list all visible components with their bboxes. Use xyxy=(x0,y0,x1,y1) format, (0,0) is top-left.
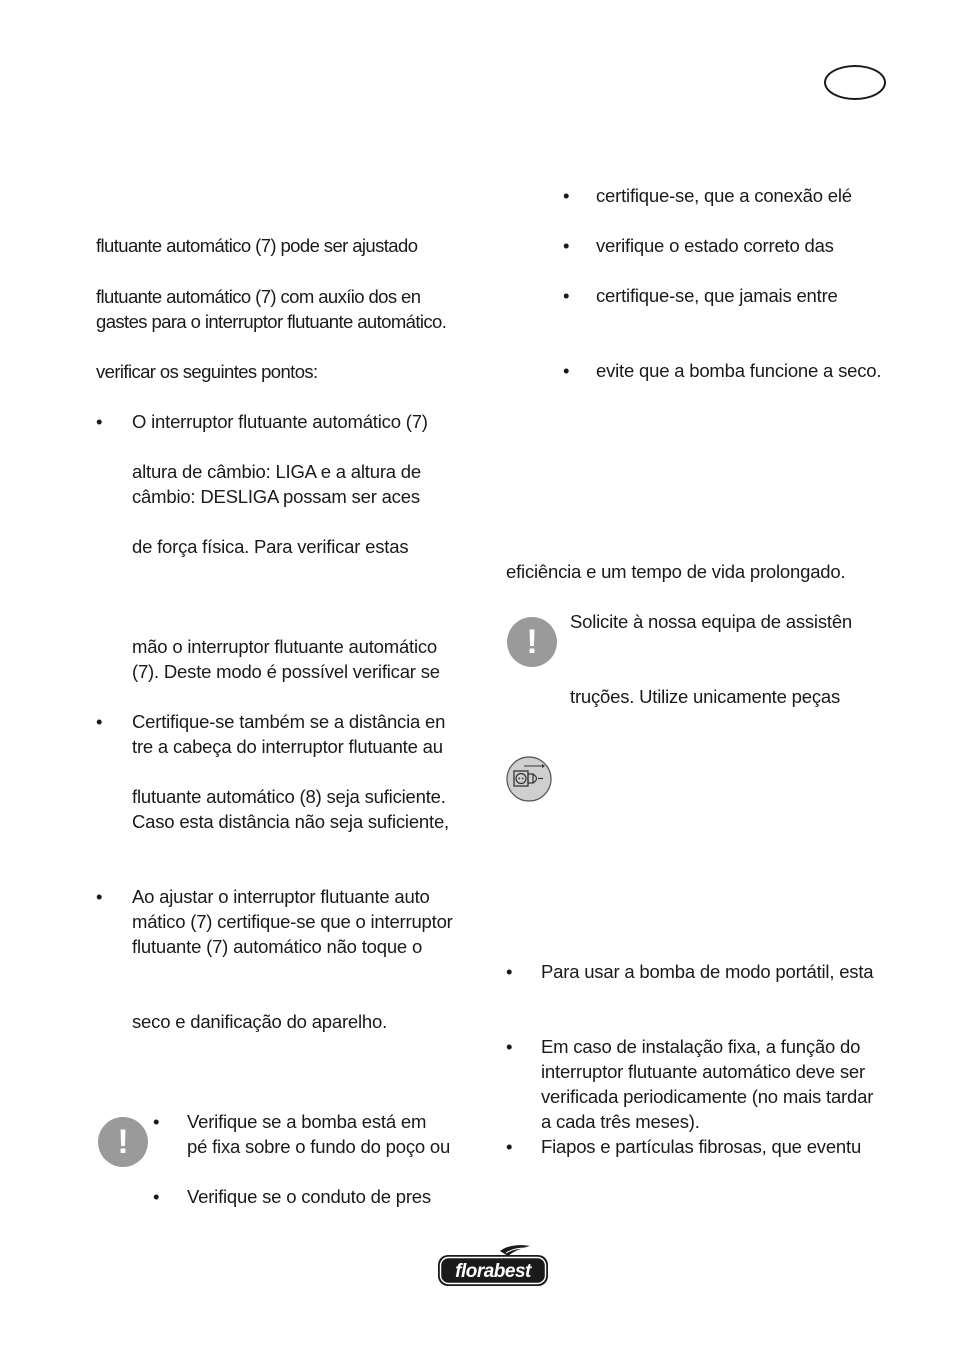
text-line: flutuante automático (7) pode ser ajustado xyxy=(96,235,418,256)
bullet-marker: • xyxy=(563,285,570,306)
bullet-text: pé fixa sobre o fundo do poço ou xyxy=(187,1136,451,1157)
bullet-text: Caso esta distância não seja suficiente, xyxy=(132,811,449,832)
bullet-text: Em caso de instalação fixa, a função do xyxy=(541,1036,861,1057)
bullet-marker: • xyxy=(563,185,570,206)
bullet-text: certifique-se, que a conexão elé xyxy=(596,185,852,206)
bullet-marker: • xyxy=(563,360,570,381)
bullet-marker: • xyxy=(96,711,103,732)
bullet-marker: • xyxy=(153,1186,160,1207)
bullet-text: a cada três meses). xyxy=(541,1111,700,1132)
text-line: gastes para o interruptor flutuante automático. xyxy=(96,311,447,332)
bullet-text: de força física. Para verificar estas xyxy=(132,536,409,557)
pump-socket-icon xyxy=(506,756,552,802)
bullet-text: Ao ajustar o interruptor flutuante auto xyxy=(132,886,430,907)
exclamation-circle-icon xyxy=(506,616,558,668)
warning-mark: ! xyxy=(526,623,538,661)
bullet-text: Verifique se o conduto de pres xyxy=(187,1186,431,1207)
bullet-text: seco e danificação do aparelho. xyxy=(132,1011,388,1032)
bullet-text: flutuante (7) automático não toque o xyxy=(132,936,423,957)
bullet-marker: • xyxy=(506,1136,513,1157)
warning-text: Solicite à nossa equipa de assistên xyxy=(570,611,852,632)
bullet-marker: • xyxy=(506,1036,513,1057)
bullet-text: Certifique-se também se a distância en xyxy=(132,711,446,732)
logo-text: florabest xyxy=(455,1261,531,1282)
bullet-marker: • xyxy=(506,961,513,982)
bullet-text: interruptor flutuante automático deve ser xyxy=(541,1061,865,1082)
bullet-text: mático (7) certifique-se que o interruptor xyxy=(132,911,453,932)
bullet-marker: • xyxy=(96,411,103,432)
exclamation-circle-icon xyxy=(97,1116,149,1168)
florabest-logo xyxy=(436,1243,550,1289)
bullet-text: câmbio: DESLIGA possam ser aces xyxy=(132,486,420,507)
bullet-text: certifique-se, que jamais entre xyxy=(596,285,838,306)
bullet-text: tre a cabeça do interruptor flutuante au xyxy=(132,736,443,757)
bullet-text: evite que a bomba funcione a seco. xyxy=(596,360,882,381)
bullet-text: Para usar a bomba de modo portátil, esta xyxy=(541,961,874,982)
bullet-marker: • xyxy=(563,235,570,256)
bullet-marker: • xyxy=(96,886,103,907)
bullet-text: O interruptor flutuante automático (7) xyxy=(132,411,428,432)
bullet-text: verificada periodicamente (no mais tardar xyxy=(541,1086,874,1107)
bullet-text: Verifique se a bomba está em xyxy=(187,1111,427,1132)
bullet-marker: • xyxy=(153,1111,160,1132)
text-line: flutuante automático (7) com auxíio dos en xyxy=(96,286,421,307)
language-indicator-oval xyxy=(824,65,886,100)
warning-mark: ! xyxy=(117,1123,129,1161)
text-line: eficiência e um tempo de vida prolongado. xyxy=(506,561,846,582)
bullet-text: verifique o estado correto das xyxy=(596,235,834,256)
bullet-text: altura de câmbio: LIGA e a altura de xyxy=(132,461,421,482)
bullet-text: (7). Deste modo é possível verificar se xyxy=(132,661,440,682)
bullet-text: mão o interruptor flutuante automático xyxy=(132,636,438,657)
text-line: verificar os seguintes pontos: xyxy=(96,361,318,382)
bullet-text: flutuante automático (8) seja suficiente. xyxy=(132,786,446,807)
warning-text: truções. Utilize unicamente peças xyxy=(570,686,841,707)
bullet-text: Fiapos e partículas fibrosas, que eventu xyxy=(541,1136,862,1157)
